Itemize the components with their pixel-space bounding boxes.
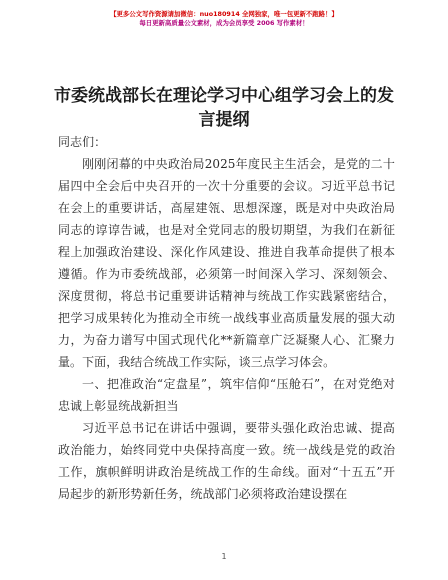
promo-banner-line2: 每日更新高质量公文素材，成为会员享受 2006 写作素材！ [139,19,309,27]
paragraph-section-1: 习近平总书记在讲话中强调，要带头强化政治忠诚、提高政治能力，始终同党中央保持高度一致。统一战线是党的政治工作，旗帜鲜明讲政治是统战工作的生命线。面对“十五五”开局起步的新形势新任务，统战部门必须将政治建设摆在 [58,421,395,501]
document-title-line2: 言提纲 [198,110,250,130]
document-title [40,84,408,132]
paragraph-intro: 刚刚闭幕的中央政治局2025年度民主生活会，是党的二十届四中全会后中央召开的一次十分重要的会议。习近平总书记在会上的重要讲话，高屋建瓴、思想深邃，既是对中央政治局同志的谆谆告诫，也是对全党同志的殷切期望，为我们在新征程上加强政治建设、深化作风建设、推进自我革命提供了根本遵循。作为市委统战部，必须第一时间深入学习、深刻领会、深度贯彻，将总书记重要讲话精神与统战工作实践紧密结合，把学习成果转化为推动全市统一战线事业高质量发展的强大动力，为奋力谱写中国式现代化**新篇章广泛凝聚人心、汇聚力量。下面，我结合统战工作实际，谈三点学习体会。 [58,157,395,369]
greeting: 同志们： [58,135,107,149]
page-number: 1 [221,552,227,561]
document-title-line1: 市委统战部长在理论学习中心组学习会上的发 [54,86,394,106]
document-body [58,131,395,505]
section-heading-1: 一、把准政治“定盘星”，筑牢信仰“压舱石”，在对党绝对忠诚上彰显统战新担当 [58,377,395,413]
promo-banner-line1: 【更多公文写作资源请加微信：nuo180914 全网独家，唯一包更新不跑路！】 [110,10,338,18]
